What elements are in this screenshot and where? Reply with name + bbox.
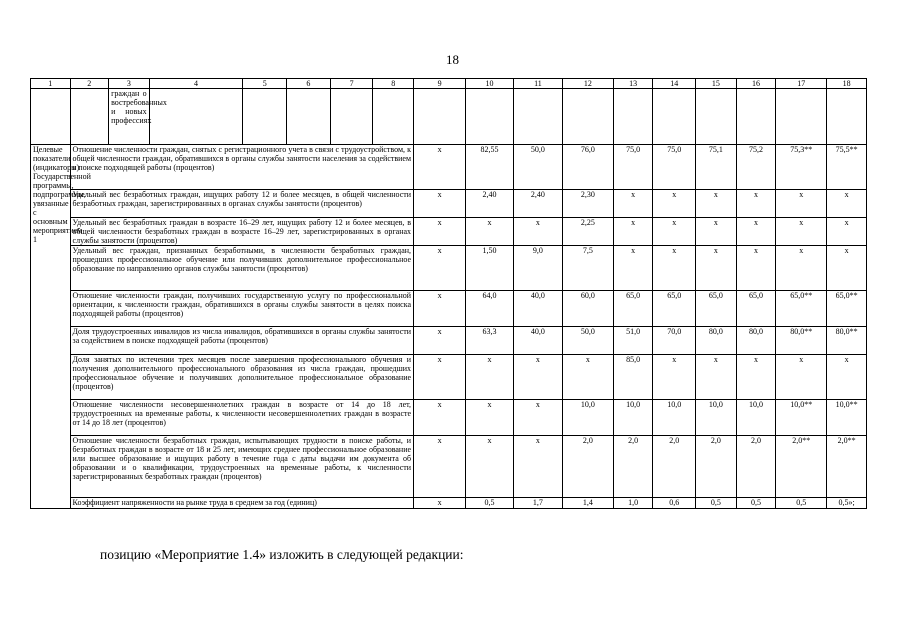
indicator-value: x bbox=[513, 218, 562, 246]
column-number: 13 bbox=[613, 79, 653, 89]
indicator-name: Удельный вес безработных граждан, ищущих работу 12 и более месяцев, в общей численности безработных граждан, зарегистрированных в органах службы занятости (процентов) bbox=[70, 190, 414, 218]
indicator-value: 80,0 bbox=[736, 327, 776, 355]
indicator-row bbox=[31, 436, 867, 498]
indicator-value: 75,5** bbox=[827, 145, 867, 190]
indicator-value: 2,0 bbox=[653, 436, 696, 498]
indicator-value: x bbox=[827, 190, 867, 218]
indicator-value: x bbox=[414, 436, 466, 498]
indicator-value: 0,5 bbox=[696, 498, 737, 509]
indicator-value: 2,0 bbox=[696, 436, 737, 498]
indicator-value: 64,0 bbox=[466, 291, 514, 327]
indicator-value: 1,50 bbox=[466, 246, 514, 291]
indicator-value: x bbox=[653, 246, 696, 291]
indicator-value: x bbox=[827, 355, 867, 400]
indicator-value: 70,0 bbox=[653, 327, 696, 355]
indicator-value: 80,0** bbox=[827, 327, 867, 355]
indicator-value: 9,0 bbox=[513, 246, 562, 291]
indicator-name: Доля трудоустроенных инвалидов из числа инвалидов, обратившихся в органы службы занятости за содействием в поиске подходящей работы (процентов) bbox=[70, 327, 414, 355]
indicator-value: x bbox=[776, 218, 827, 246]
indicator-value: x bbox=[653, 218, 696, 246]
indicator-value: 0,5 bbox=[736, 498, 776, 509]
indicator-value: 1,0 bbox=[613, 498, 653, 509]
indicator-value: x bbox=[466, 355, 514, 400]
indicator-value: 75,2 bbox=[736, 145, 776, 190]
indicator-value: x bbox=[513, 436, 562, 498]
indicator-value: 0,5 bbox=[466, 498, 514, 509]
column-number: 2 bbox=[70, 79, 109, 89]
indicator-value: 80,0** bbox=[776, 327, 827, 355]
indicator-value: 75,3** bbox=[776, 145, 827, 190]
indicator-value: 10,0 bbox=[562, 400, 613, 436]
indicator-value: x bbox=[414, 327, 466, 355]
indicator-row bbox=[31, 498, 867, 509]
column-number: 17 bbox=[776, 79, 827, 89]
indicator-value: x bbox=[513, 400, 562, 436]
indicator-value: x bbox=[736, 218, 776, 246]
indicator-value: 1,4 bbox=[562, 498, 613, 509]
indicator-row bbox=[31, 327, 867, 355]
column-number: 12 bbox=[562, 79, 613, 89]
indicator-value: 2,0 bbox=[613, 436, 653, 498]
indicator-value: 2,0 bbox=[736, 436, 776, 498]
indicator-value: 2,40 bbox=[513, 190, 562, 218]
indicator-value: 82,55 bbox=[466, 145, 514, 190]
indicator-value: x bbox=[696, 190, 737, 218]
indicator-name: Коэффициент напряженности на рынке труда в среднем за год (единиц) bbox=[70, 498, 414, 509]
indicator-row bbox=[31, 246, 867, 291]
indicator-value: x bbox=[696, 246, 737, 291]
indicator-value: 40,0 bbox=[513, 291, 562, 327]
indicator-value: 40,0 bbox=[513, 327, 562, 355]
page-number: 18 bbox=[446, 52, 459, 67]
indicator-value: x bbox=[827, 246, 867, 291]
indicator-name: Доля занятых по истечении трех месяцев после завершения профессионального обучения и получения дополнительного профессионального образования из числа граждан, прошедших профессиональное обучение и получивших дополнительное профессиональное образование (процентов) bbox=[70, 355, 414, 400]
indicator-value: 65,0** bbox=[827, 291, 867, 327]
indicator-value: 10,0 bbox=[613, 400, 653, 436]
footer-instruction: позицию «Мероприятие 1.4» изложить в следующей редакции: bbox=[100, 547, 464, 562]
group-label: Целевые показатели (индикаторы) Государственной программы, подпрограммы, увязанные с основным мероприятием 1 bbox=[31, 145, 71, 509]
indicator-value: x bbox=[414, 498, 466, 509]
indicator-value: x bbox=[414, 246, 466, 291]
indicator-value: 10,0** bbox=[776, 400, 827, 436]
indicator-value: 75,0 bbox=[613, 145, 653, 190]
indicator-value: 65,0 bbox=[736, 291, 776, 327]
indicator-value: x bbox=[776, 190, 827, 218]
indicator-value: 2,30 bbox=[562, 190, 613, 218]
column-number: 11 bbox=[513, 79, 562, 89]
column-number: 14 bbox=[653, 79, 696, 89]
indicator-value: x bbox=[776, 246, 827, 291]
column-number: 7 bbox=[330, 79, 373, 89]
indicator-value: 2,0** bbox=[776, 436, 827, 498]
indicator-value: 76,0 bbox=[562, 145, 613, 190]
indicator-value: x bbox=[613, 246, 653, 291]
indicator-value: 65,0 bbox=[653, 291, 696, 327]
indicator-value: 50,0 bbox=[513, 145, 562, 190]
indicator-row bbox=[31, 400, 867, 436]
indicators-table bbox=[30, 78, 867, 509]
column-number: 15 bbox=[696, 79, 737, 89]
indicator-name: Удельный вес безработных граждан в возрасте 16–29 лет, ищущих работу 12 и более месяцев, в общей численности безработных граждан в возрасте 16–29 лет, зарегистрированных в органах службы занятости (процентов) bbox=[70, 218, 414, 246]
indicator-value: 10,0 bbox=[653, 400, 696, 436]
indicator-name: Отношение численности граждан, снятых с регистрационного учета в связи с трудоустройством, к общей численности граждан, обратившихся в органы службы занятости населения за содействием в поиске подходящей работы (процентов) bbox=[70, 145, 414, 190]
indicator-value: x bbox=[414, 355, 466, 400]
indicator-value: 10,0** bbox=[827, 400, 867, 436]
column-number: 4 bbox=[149, 79, 243, 89]
indicator-value: x bbox=[613, 190, 653, 218]
indicator-name: Отношение численности несовершеннолетних граждан в возрасте от 14 до 18 лет, трудоустроенных на временные работы, к численности несовершеннолетних граждан в возрасте от 14 до 18 лет (процентов) bbox=[70, 400, 414, 436]
indicator-value: 60,0 bbox=[562, 291, 613, 327]
column-number: 6 bbox=[287, 79, 331, 89]
indicator-value: x bbox=[827, 218, 867, 246]
indicator-value: x bbox=[736, 355, 776, 400]
column-number: 9 bbox=[414, 79, 466, 89]
indicator-value: 0,5»; bbox=[827, 498, 867, 509]
indicator-value: x bbox=[414, 190, 466, 218]
indicator-value: 65,0** bbox=[776, 291, 827, 327]
indicator-row bbox=[31, 190, 867, 218]
column-number: 8 bbox=[373, 79, 414, 89]
indicator-value: 65,0 bbox=[613, 291, 653, 327]
indicator-value: 0,6 bbox=[653, 498, 696, 509]
indicator-value: 80,0 bbox=[696, 327, 737, 355]
indicator-value: x bbox=[736, 190, 776, 218]
indicator-value: 7,5 bbox=[562, 246, 613, 291]
indicator-name: Отношение численности граждан, получивших государственную услугу по профессиональной ориентации, к численности граждан, обратившихся в органы службы занятости в целях поиска подходящей работы (процентов) bbox=[70, 291, 414, 327]
indicator-row bbox=[31, 218, 867, 246]
indicator-value: x bbox=[696, 355, 737, 400]
indicator-value: x bbox=[653, 190, 696, 218]
indicator-value: x bbox=[414, 291, 466, 327]
indicator-value: x bbox=[513, 355, 562, 400]
column-number-row bbox=[31, 79, 867, 89]
indicator-value: 2,25 bbox=[562, 218, 613, 246]
indicator-value: x bbox=[613, 218, 653, 246]
indicator-value: x bbox=[466, 400, 514, 436]
indicator-value: 75,0 bbox=[653, 145, 696, 190]
indicator-value: x bbox=[562, 355, 613, 400]
indicator-value: 65,0 bbox=[696, 291, 737, 327]
indicator-value: 2,0 bbox=[562, 436, 613, 498]
indicator-value: x bbox=[466, 218, 514, 246]
continued-cell-text: граждан о востребованных и новых профессиях bbox=[109, 89, 150, 145]
indicator-row bbox=[31, 291, 867, 327]
indicator-row bbox=[31, 145, 867, 190]
indicator-value: 75,1 bbox=[696, 145, 737, 190]
indicator-value: 1,7 bbox=[513, 498, 562, 509]
indicator-value: 10,0 bbox=[736, 400, 776, 436]
indicator-value: x bbox=[736, 246, 776, 291]
column-number: 18 bbox=[827, 79, 867, 89]
continued-row bbox=[31, 89, 867, 145]
indicator-value: x bbox=[414, 218, 466, 246]
indicator-value: 63,3 bbox=[466, 327, 514, 355]
indicator-value: x bbox=[414, 145, 466, 190]
indicator-value: x bbox=[466, 436, 514, 498]
column-number: 3 bbox=[109, 79, 150, 89]
indicator-value: 2,40 bbox=[466, 190, 514, 218]
column-number: 5 bbox=[243, 79, 287, 89]
indicator-value: 2,0** bbox=[827, 436, 867, 498]
indicator-value: 50,0 bbox=[562, 327, 613, 355]
indicator-row bbox=[31, 355, 867, 400]
indicator-value: x bbox=[414, 400, 466, 436]
indicator-value: x bbox=[696, 218, 737, 246]
indicator-value: 0,5 bbox=[776, 498, 827, 509]
indicator-value: x bbox=[776, 355, 827, 400]
column-number: 1 bbox=[31, 79, 71, 89]
indicator-value: x bbox=[653, 355, 696, 400]
indicator-value: 85,0 bbox=[613, 355, 653, 400]
indicator-value: 10,0 bbox=[696, 400, 737, 436]
indicator-name: Удельный вес граждан, признанных безработными, в численности безработных граждан, прошедших профессиональное обучение или получивших дополнительное профессиональное образование по направлению органов службы занятости (процентов) bbox=[70, 246, 414, 291]
indicator-value: 51,0 bbox=[613, 327, 653, 355]
column-number: 10 bbox=[466, 79, 514, 89]
column-number: 16 bbox=[736, 79, 776, 89]
indicator-name: Отношение численности безработных граждан, испытывающих трудности в поиске работы, и безработных граждан в возрасте от 18 и 25 лет, имеющих среднее профессиональное образование или высшее образование и ищущих работу в течение года с даты выдачи им документа об образовании и о квалификации, трудоустроенных на временные работы, к численности зарегистрированных безработных граждан (процентов) bbox=[70, 436, 414, 498]
